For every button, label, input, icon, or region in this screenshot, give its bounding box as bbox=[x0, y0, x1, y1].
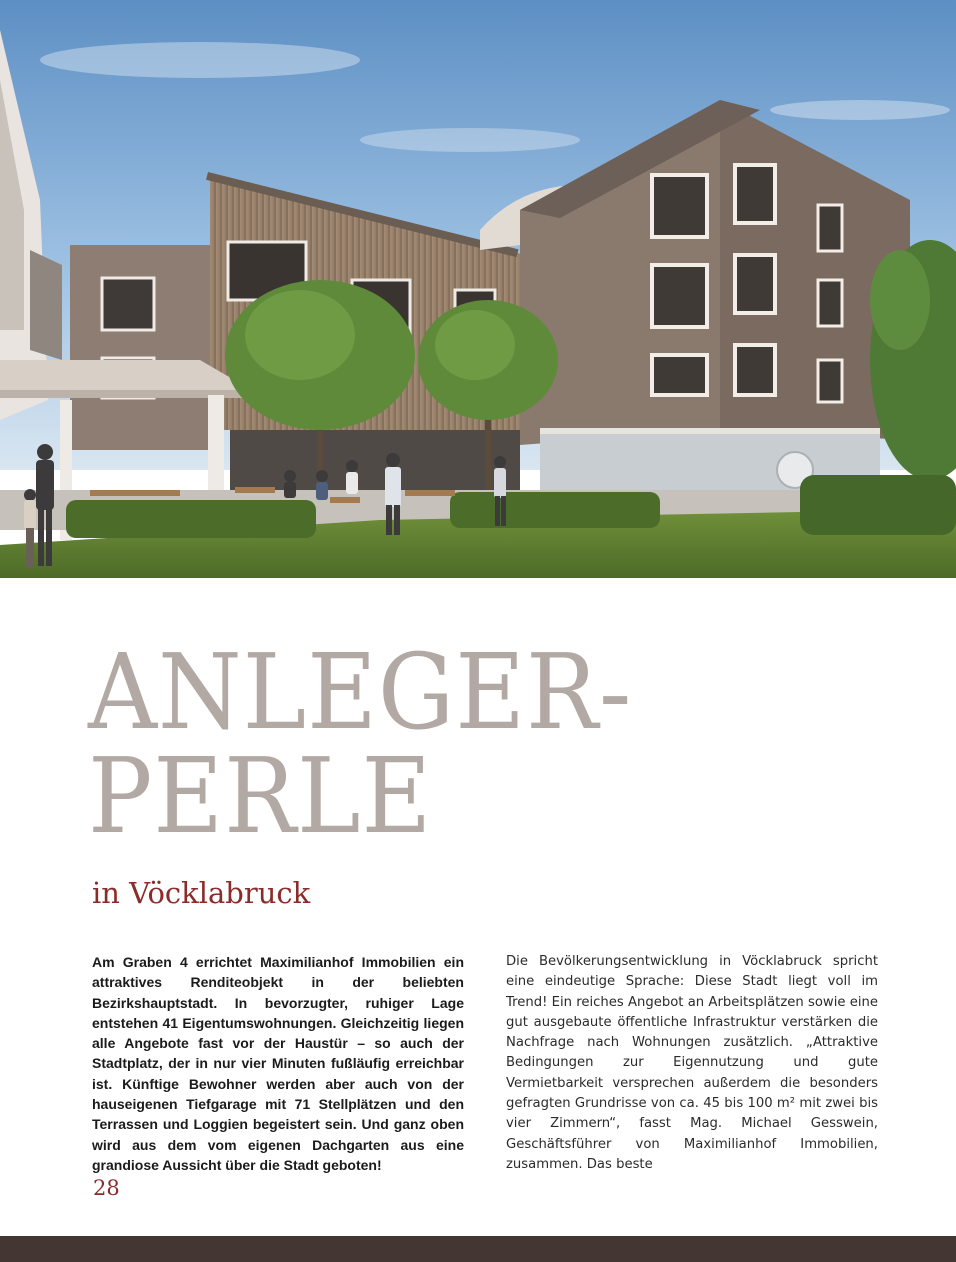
title-line-1: ANLEGER- bbox=[88, 631, 633, 753]
footer-bar bbox=[0, 1236, 956, 1262]
intro-paragraph: Am Graben 4 errichtet Maximilianhof Immobilien ein attraktives Renditeobjekt in der beliebten Bezirkshauptstadt. In bevorzugter, ruhiger Lage entstehen 41 Eigentumswohnungen. Gleichzeitig liegen alle Angebote fast vor der Haustür – so auch der Stadtplatz, der in nur vier Minuten fußläufig erreichbar ist. Künftige Bewohner werden aber auch von der hauseigenen Tiefgarage mit 71 Stellplätzen und den Terrassen und Loggien begeistert sein. Und ganz oben wird aus dem vom eigenen Dachgarten aus eine grandiose Aussicht über die Stadt geboten! bbox=[92, 954, 464, 1173]
subtitle: in Vöcklabruck bbox=[92, 876, 311, 910]
building-rendering bbox=[0, 0, 956, 578]
body-paragraph: Die Bevölkerungsentwicklung in Vöcklabruck spricht eine eindeutige Sprache: Diese Stadt liegt voll im Trend! Ein reiches Angebot an Arbeitsplätzen sowie eine gut ausgebaute öffentliche Infrastruktur verstärken die Nachfrage nach Wohnungen zusätzlich. „Attraktive Bedingungen zur Eigennutzung und gute Vermietbarkeit versprechen außerdem die besonders gefragten Grundrisse von ca. 45 bis 100 m² mit zwei bis vier Zimmern“, fasst Mag. Michael Gesswein, Geschäftsführer von Maximilianhof Immobilien, zusammen. Das beste bbox=[506, 954, 878, 1172]
hero-image bbox=[0, 0, 956, 578]
page-number: 28 bbox=[93, 1176, 120, 1200]
page-title bbox=[88, 631, 633, 857]
title-line-2: PERLE bbox=[88, 735, 433, 857]
